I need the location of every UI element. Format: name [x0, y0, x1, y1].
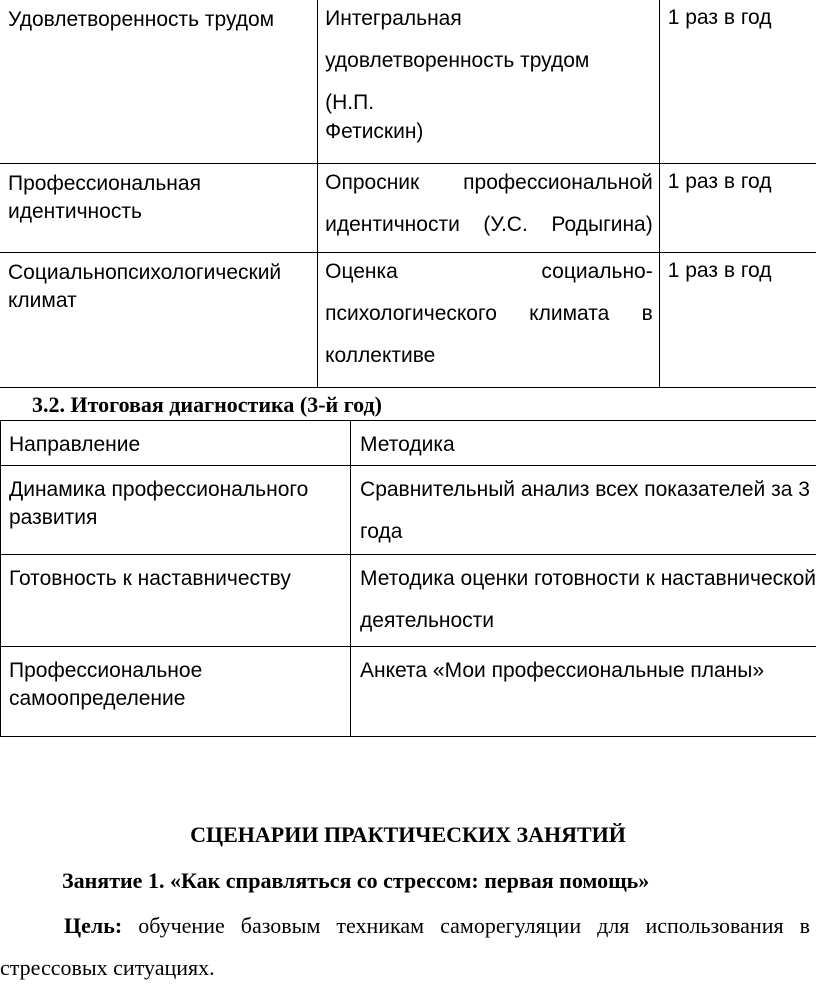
frequency-text: 1 раз в год: [667, 170, 772, 193]
direction-text: Социальнопсихологический климат: [8, 261, 282, 312]
method-cell: Анкета «Мои профессиональные планы»: [351, 647, 816, 737]
table-row: [1, 647, 816, 737]
final-diagnostics-table: [0, 420, 816, 737]
table-row: [0, 164, 816, 253]
direction-cell: Готовность к наставничеству: [1, 555, 351, 647]
table-row: [1, 466, 816, 555]
frequency-cell: [659, 0, 816, 164]
table-row: [0, 0, 816, 164]
scenarios-heading: СЦЕНАРИИ ПРАКТИЧЕСКИХ ЗАНЯТИЙ: [190, 822, 626, 847]
table-header-row: [1, 421, 816, 466]
method-text: Опросник профессиональной идентичности (У.С. Родыгина): [325, 171, 653, 236]
frequency-text: 1 раз в год: [667, 259, 772, 282]
method-cell: Методика оценки готовности к наставнической деятельности: [351, 555, 816, 647]
direction-cell: Профессиональное самоопределение: [1, 647, 351, 737]
method-cell: [318, 0, 660, 164]
header-method: Методика: [351, 421, 816, 466]
direction-text: Профессиональная идентичность: [8, 172, 201, 223]
section-title: 3.2. Итоговая диагностика (3-й год): [32, 392, 382, 417]
frequency-cell: [659, 253, 816, 388]
direction-cell: [0, 164, 318, 253]
method-cell: Сравнительный анализ всех показателей за 3 года: [351, 466, 816, 555]
method-cell: [318, 253, 660, 388]
direction-text: Удовлетворенность трудом: [8, 8, 275, 31]
direction-cell: [0, 0, 318, 164]
header-direction: Направление: [1, 421, 351, 466]
goal-paragraph: [0, 905, 810, 989]
goal-text: обучение базовым техникам саморегуляции для использования в стрессовых ситуациях.: [0, 913, 811, 980]
method-text: Оценка социально-психологического климата в коллективе: [325, 260, 653, 367]
method-text: Интегральная удовлетворенность трудом (Н.П. Фетискин): [325, 7, 590, 143]
table-row: [1, 555, 816, 647]
method-cell: [318, 164, 660, 253]
frequency-cell: [659, 164, 816, 253]
frequency-text: 1 раз в год: [667, 6, 772, 29]
goal-label: Цель:: [64, 913, 123, 938]
direction-cell: Динамика профессионального развития: [1, 466, 351, 555]
table-row: [0, 253, 816, 388]
lesson-title: Занятие 1. «Как справляться со стрессом: первая помощь»: [62, 868, 650, 893]
direction-cell: [0, 253, 318, 388]
monitoring-table: [0, 0, 816, 388]
